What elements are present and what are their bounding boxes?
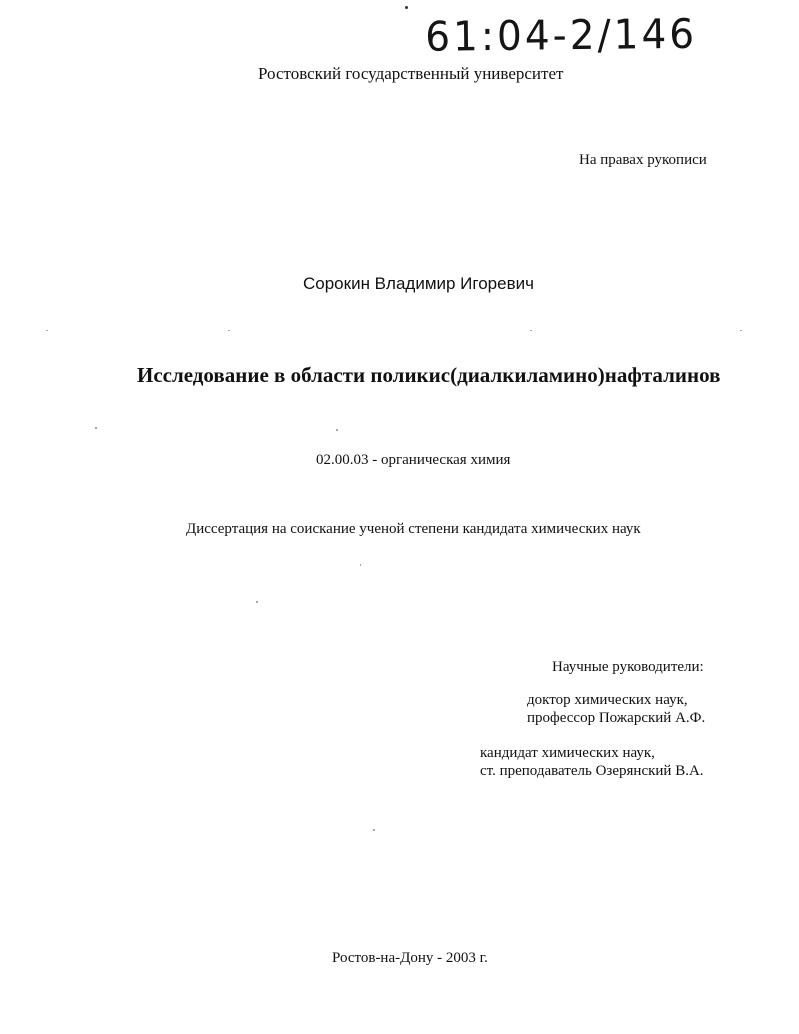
scan-speck xyxy=(228,330,230,331)
scan-speck xyxy=(46,330,48,331)
dissertation-title: Исследование в области поликис(диалкиламино)нафталинов xyxy=(137,363,721,387)
rights-note: На правах рукописи xyxy=(579,152,707,168)
ink-mark xyxy=(405,6,408,9)
scan-speck xyxy=(95,427,97,429)
dissertation-type: Диссертация на соискание ученой степени кандидата химических наук xyxy=(186,521,641,537)
supervisors-heading: Научные руководители: xyxy=(552,659,704,675)
supervisor-2-name: ст. преподаватель Озерянский В.А. xyxy=(480,763,704,779)
scan-speck xyxy=(373,829,375,831)
author-name: Сорокин Владимир Игоревич xyxy=(303,274,534,293)
city-year: Ростов-на-Дону - 2003 г. xyxy=(332,950,488,966)
handwritten-registry-number: 61:04-2/146 xyxy=(425,11,698,62)
scan-speck xyxy=(530,330,532,331)
university-name: Ростовский государственный университет xyxy=(258,64,564,83)
specialty-code: 02.00.03 - органическая химия xyxy=(316,452,511,468)
scan-speck xyxy=(256,601,258,603)
scan-speck xyxy=(336,429,338,431)
scan-speck xyxy=(360,564,361,566)
supervisor-2-degree: кандидат химических наук, xyxy=(480,745,655,761)
supervisor-1-name: профессор Пожарский А.Ф. xyxy=(527,710,706,726)
supervisor-1-degree: доктор химических наук, xyxy=(527,692,688,708)
scan-speck xyxy=(740,330,742,331)
